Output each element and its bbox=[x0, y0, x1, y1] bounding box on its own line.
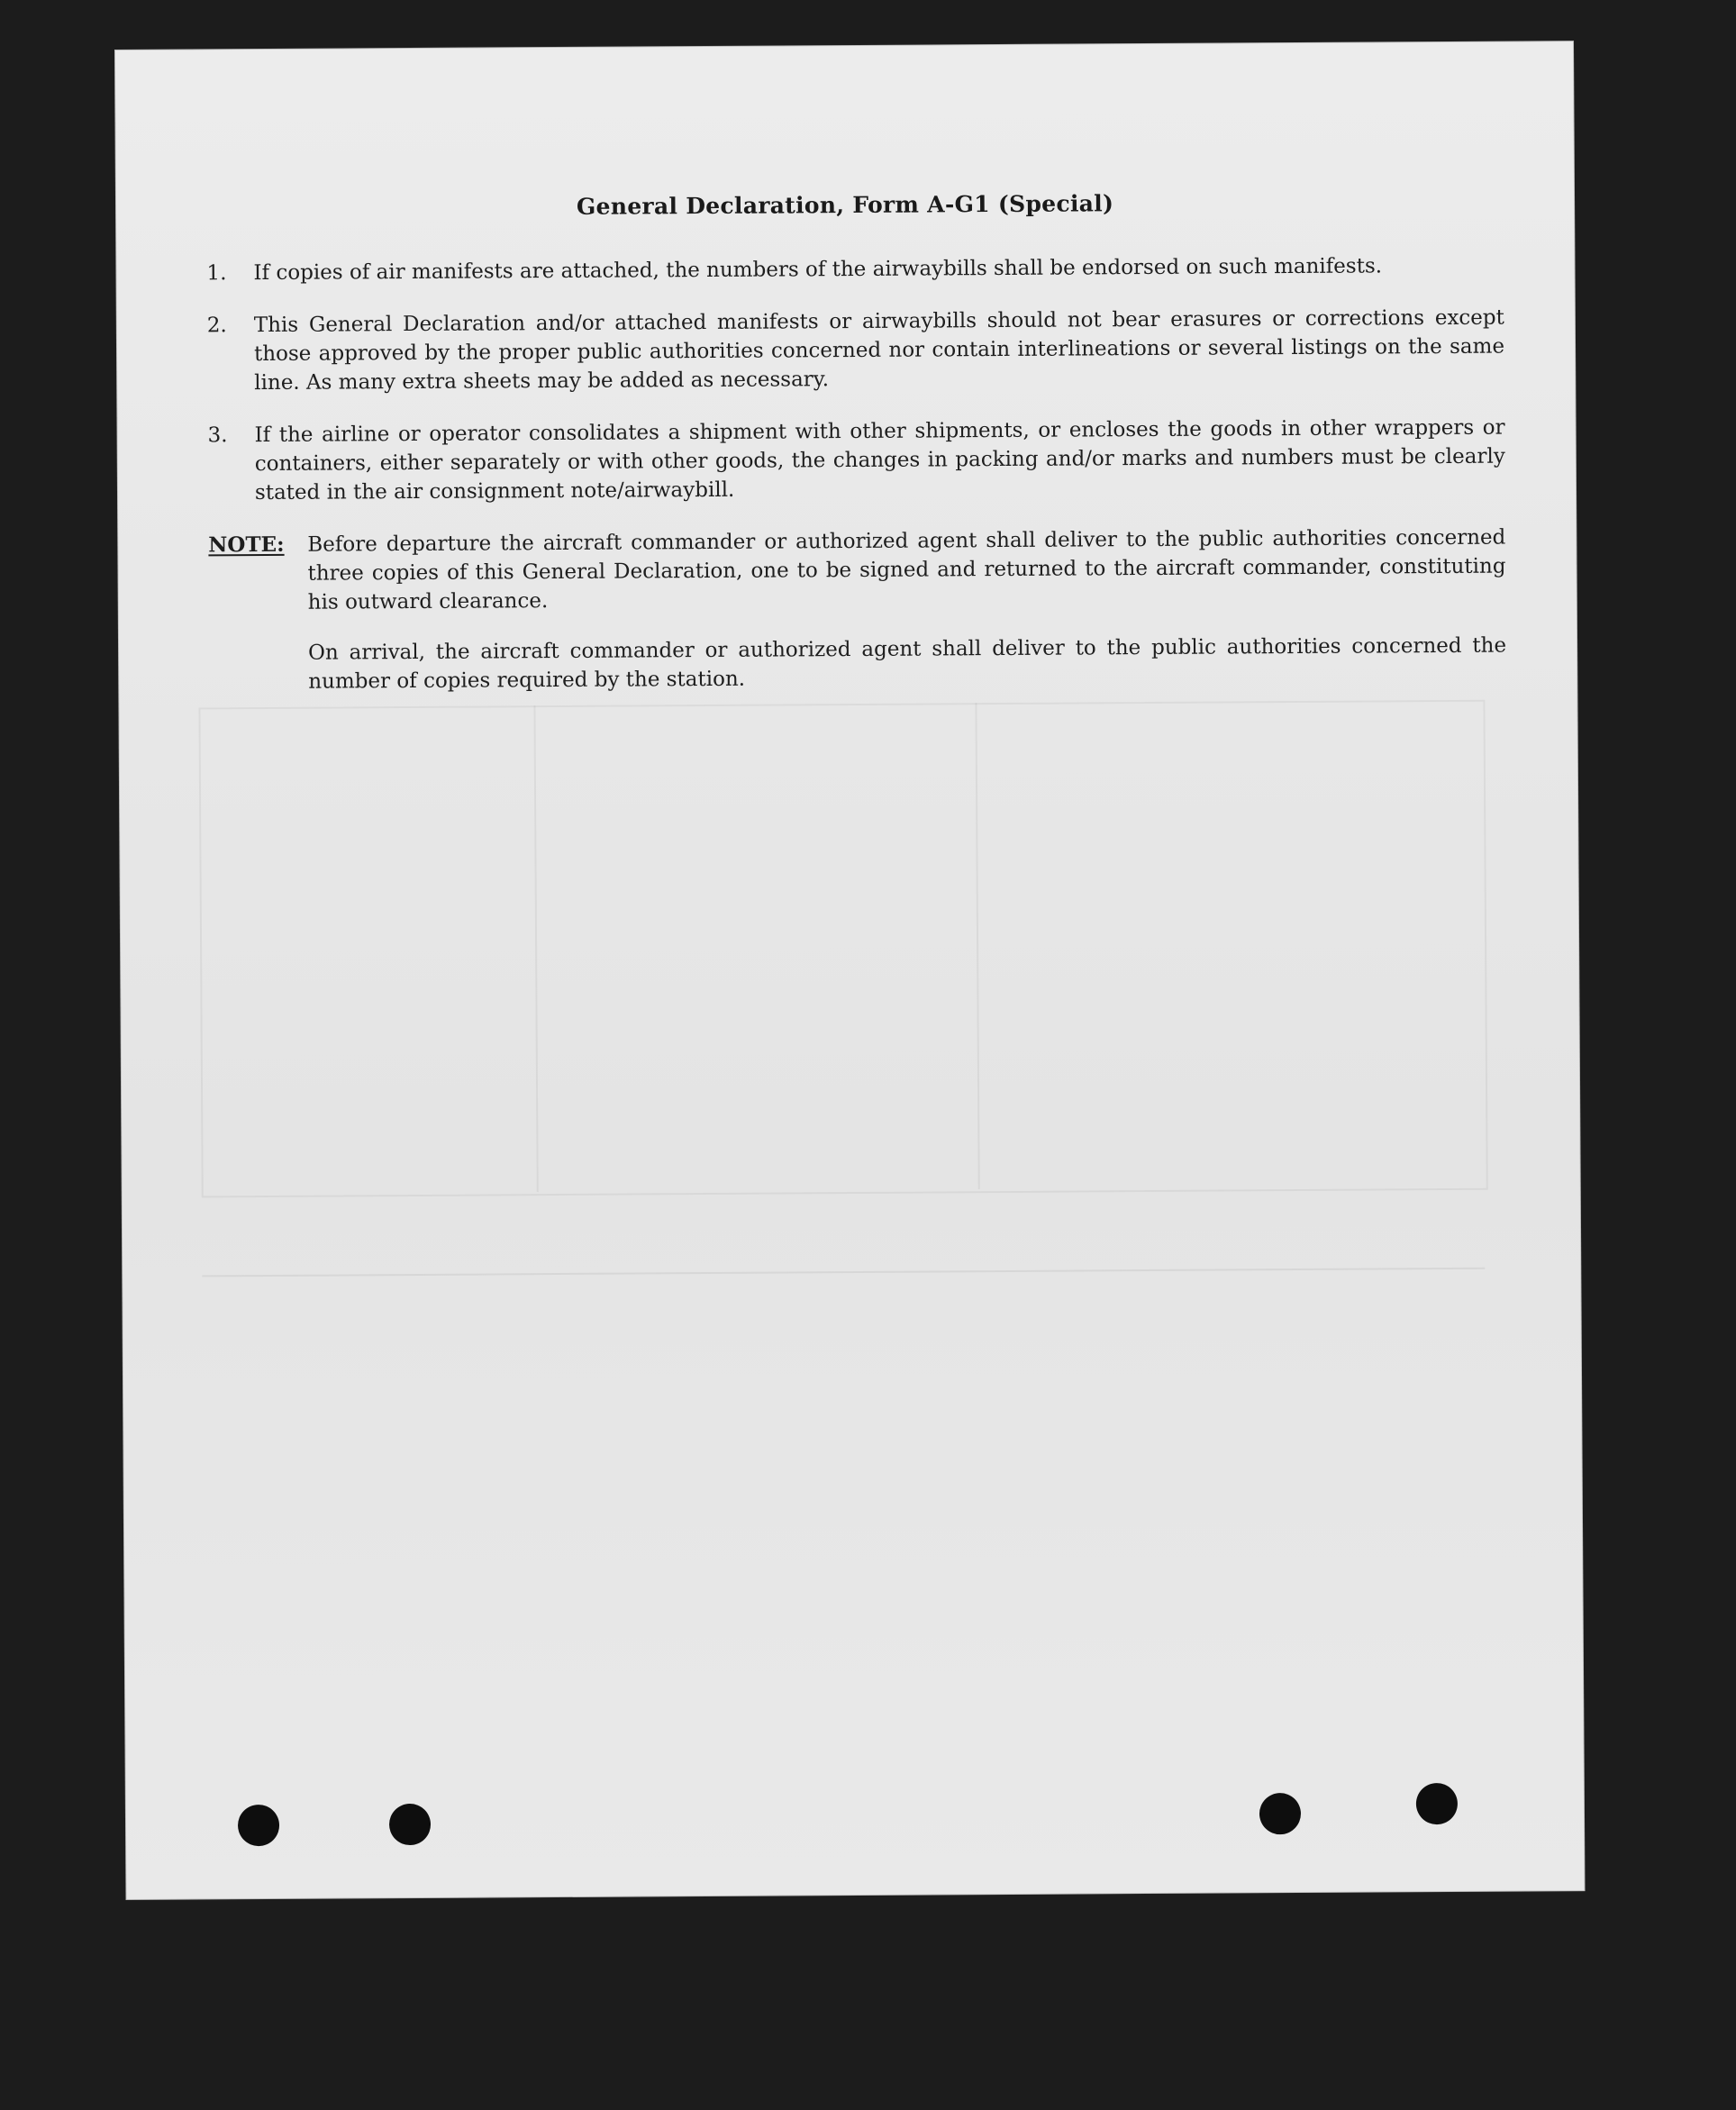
instruction-list bbox=[206, 251, 1506, 719]
item-text: This General Declaration and/or attached manifests or airwaybills should not bear erasures or corrections except those approved by the proper public authorities concerned nor contain interlineations or several listings on the same line. As many extra sheets may be added as necessary. bbox=[253, 305, 1505, 396]
item-text: If copies of air manifests are attached, the numbers of the airwaybills shall be endorsed on such manifests. bbox=[253, 254, 1383, 286]
punch-hole bbox=[389, 1804, 431, 1845]
note-paragraph: Before departure the aircraft commander or authorized agent shall deliver to the public authorities concerned three copies of this General Declaration, one to be signed and returned to the aircraft commander, constituting his outward clearance. bbox=[307, 525, 1506, 614]
bleed-through-table bbox=[198, 700, 1487, 1198]
punch-hole bbox=[238, 1805, 279, 1846]
instruction-item bbox=[208, 414, 1506, 508]
bleed-through-rule bbox=[202, 1268, 1485, 1278]
instruction-item bbox=[207, 304, 1505, 398]
instruction-item bbox=[206, 251, 1504, 288]
note-section bbox=[208, 523, 1506, 719]
note-paragraph: On arrival, the aircraft commander or authorized agent shall deliver to the public authorities concerned the number of copies required by the station. bbox=[308, 633, 1507, 694]
document-page bbox=[115, 41, 1585, 1899]
item-number: 1. bbox=[206, 261, 227, 286]
note-label: NOTE: bbox=[208, 532, 285, 558]
note-body bbox=[307, 523, 1506, 718]
punch-hole bbox=[1416, 1783, 1458, 1824]
item-text: If the airline or operator consolidates a shipment with other shipments, or encloses the goods in other wrappers or containers, either separately or with other goods, the changes in packing and/or marks and numbers must be clearly stated in the air consignment note/airwaybill. bbox=[254, 415, 1505, 505]
item-number: 2. bbox=[206, 314, 227, 338]
punch-hole bbox=[1259, 1793, 1301, 1834]
document-title: General Declaration, Form A-G1 (Special) bbox=[576, 190, 1114, 220]
item-number: 3. bbox=[207, 423, 228, 448]
